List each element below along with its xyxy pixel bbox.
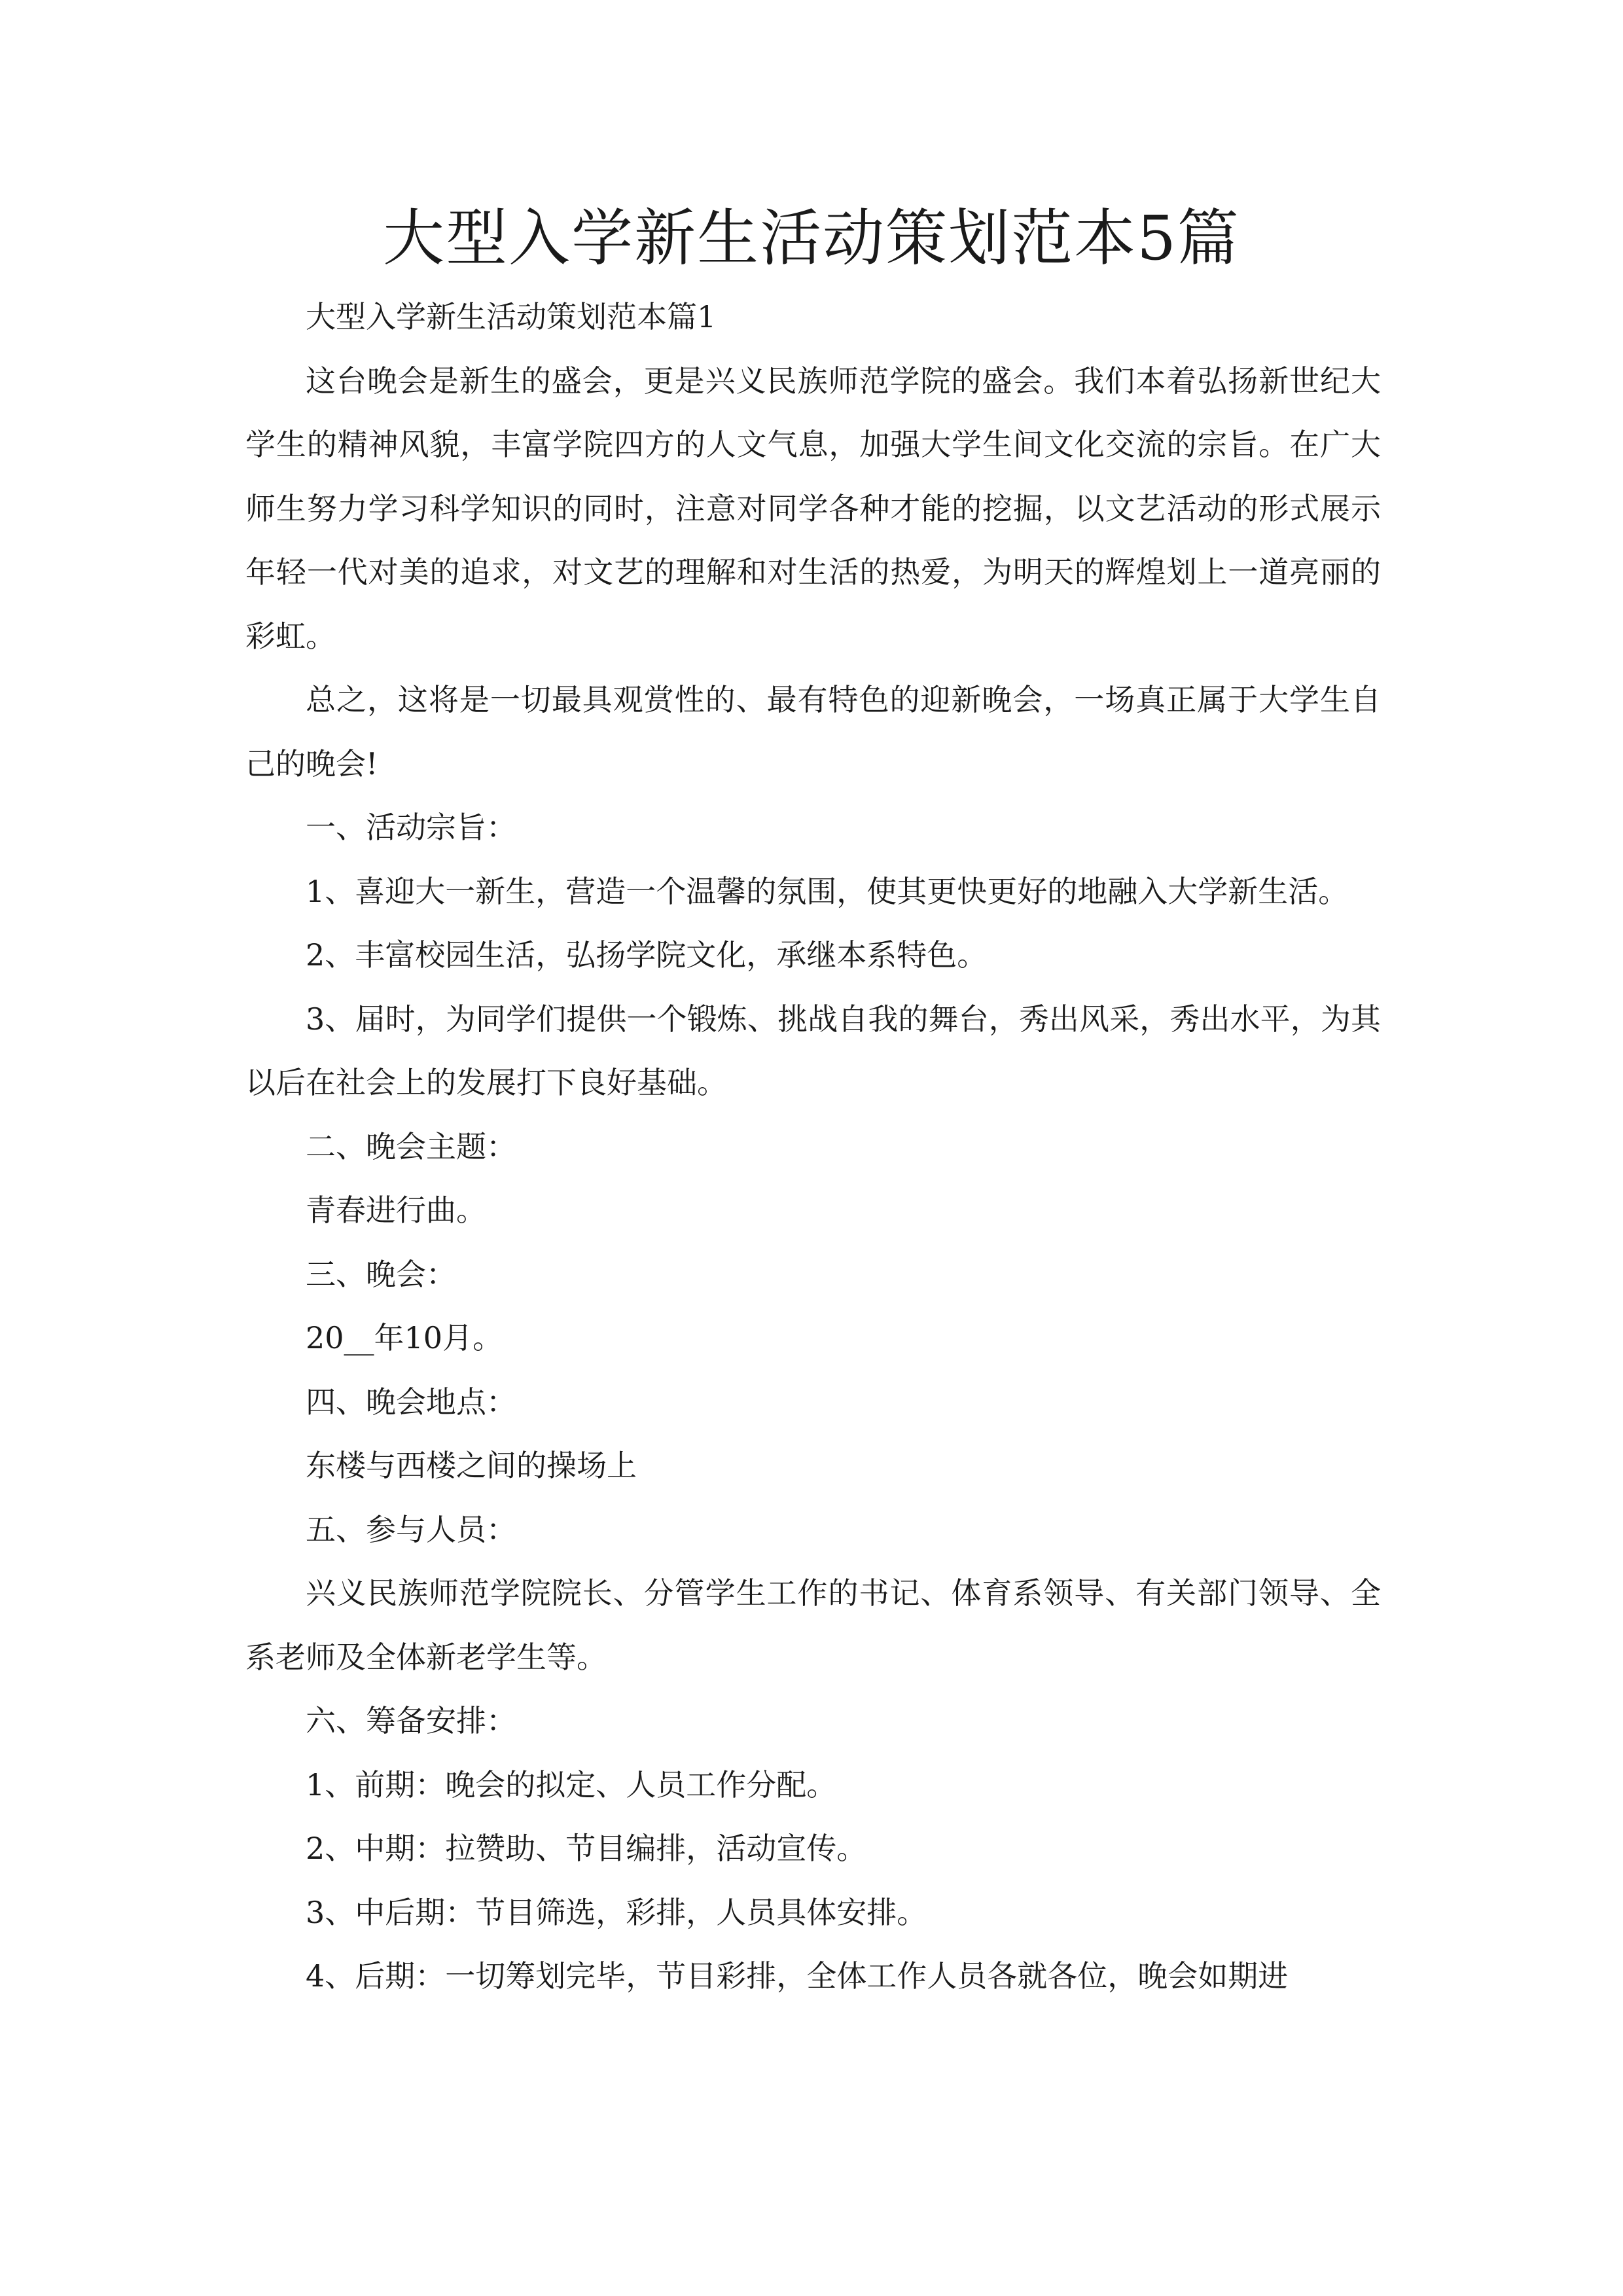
section-heading: 一、活动宗旨： <box>306 810 516 845</box>
section-heading: 二、晚会主题： <box>306 1128 516 1164</box>
section-heading: 三、晚会： <box>306 1256 456 1292</box>
section-heading: 四、晚会地点： <box>306 1384 516 1420</box>
list-item: 2、中期：拉赞助、节目编排，活动宣传。 <box>306 1831 867 1866</box>
paragraph: 大型入学新生活动策划范本篇1 <box>306 299 717 334</box>
list-item: 3、届时，为同学们提供一个锻炼、挑战自我的舞台，秀出风采，秀出水平，为其以后在社会上的发展打下良好基础。 <box>245 1001 1381 1100</box>
paragraph: 青春进行曲。 <box>306 1193 486 1228</box>
list-item: 1、前期：晚会的拟定、人员工作分配。 <box>306 1767 837 1803</box>
list-item: 3、中后期：节目筛选，彩排，人员具体安排。 <box>306 1894 927 1930</box>
list-item: 1、喜迎大一新生，营造一个温馨的氛围，使其更快更好的地融入大学新生活。 <box>306 873 1349 909</box>
paragraph: 这台晚会是新生的盛会，更是兴义民族师范学院的盛会。我们本着弘扬新世纪大学生的精神风貌，丰富学院四方的人文气息，加强大学生间文化交流的宗旨。在广大师生努力学习科学知识的同时，注意对同学各种才能的挖掘，以文艺活动的形式展示年轻一代对美的追求，对文艺的理解和对生活的热爱，为明天的辉煌划上一道亮丽的彩虹。 <box>245 363 1381 654</box>
section-heading: 六、筹备安排： <box>306 1703 516 1738</box>
list-item: 4、后期：一切筹划完毕，节目彩排，全体工作人员各就各位，晚会如期进 <box>306 1958 1289 1994</box>
paragraph: 东楼与西楼之间的操场上 <box>306 1448 637 1483</box>
document-title: 大型入学新生活动策划范本5篇 <box>383 203 1240 274</box>
paragraph: 20__年10月。 <box>306 1320 503 1355</box>
section-heading: 五、参与人员： <box>306 1511 516 1547</box>
list-item: 2、丰富校园生活，弘扬学院文化，承继本系特色。 <box>306 937 988 973</box>
document-body <box>245 285 1381 2009</box>
paragraph: 总之，这将是一切最具观赏性的、最有特色的迎新晚会，一场真正属于大学生自己的晚会! <box>245 682 1381 781</box>
paragraph: 兴义民族师范学院院长、分管学生工作的书记、体育系领导、有关部门领导、全系老师及全体新老学生等。 <box>245 1575 1381 1675</box>
